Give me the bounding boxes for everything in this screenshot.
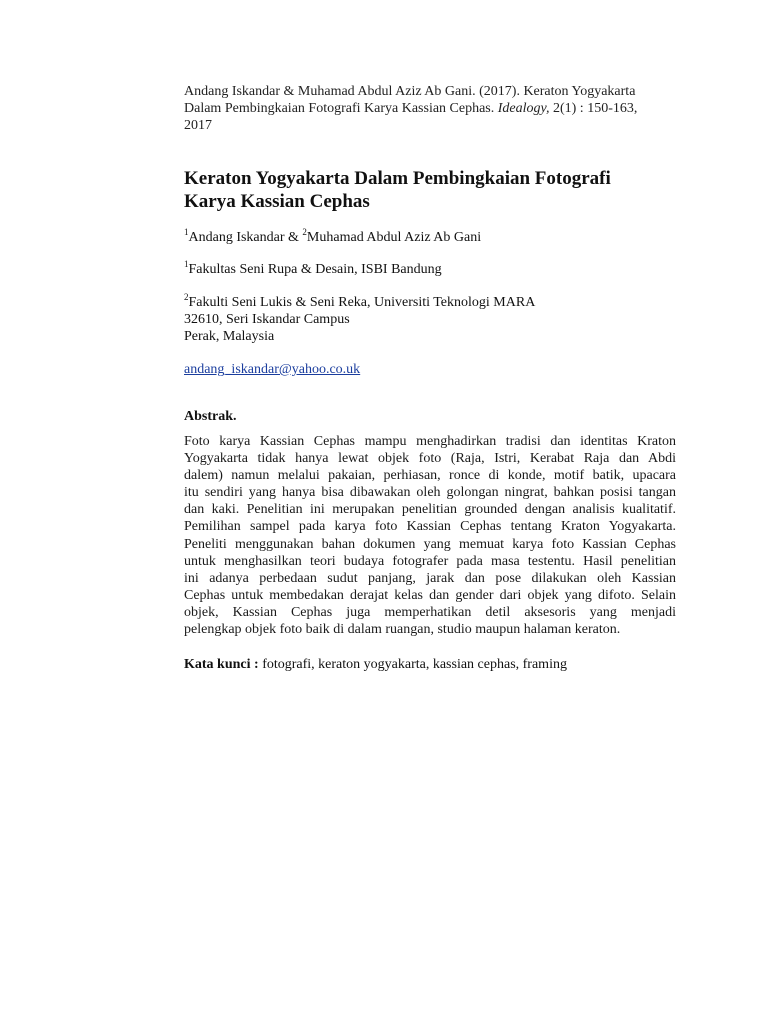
affiliation-superscript: 2	[184, 292, 189, 302]
abstract-line: Foto karya Kassian Cephas mampu menghadirkan tradisi dan identitas Kraton	[184, 434, 676, 449]
affiliation-text: Fakultas Seni Rupa & Desain, ISBI Bandung	[188, 262, 442, 277]
affiliation-superscript: 1	[184, 259, 189, 269]
author-superscript: 2	[302, 227, 307, 237]
affiliation-line: 32610, Seri Iskandar Campus	[184, 312, 350, 327]
abstract-line: ini adanya perbedaan sudut panjang, jarak dan pose dilakukan oleh Kassian	[184, 570, 676, 586]
author-name: Muhamad Abdul Aziz Ab Gani	[306, 230, 482, 245]
email-line	[184, 361, 360, 378]
keywords-label: Kata kunci :	[184, 657, 259, 672]
journal-name: Idealogy,	[497, 101, 550, 116]
citation-text: Dalam Pembingkaian Fotografi Karya Kassian Cephas.	[184, 101, 495, 116]
author-list	[184, 229, 481, 246]
affiliation-text: Fakulti Seni Lukis & Seni Reka, Universiti Teknologi MARA	[188, 295, 536, 310]
abstract-line: pelengkap objek foto baik di dalam ruangan, studio maupun halaman keraton.	[184, 622, 621, 638]
affiliation-line: Perak, Malaysia	[184, 329, 275, 344]
abstract-line: objek, Kassian Cephas juga memperhatikan detil aksesoris yang menjadi	[184, 604, 676, 620]
citation-line	[184, 100, 684, 117]
abstract-line: dan kaki. Penelitian ini merupakan penelitian grounded dengan analisis kualitatif.	[184, 502, 676, 518]
citation-line: 2017	[184, 118, 212, 133]
citation-volume: 2(1) : 150-163,	[552, 101, 638, 116]
affiliation-1	[184, 261, 442, 278]
abstract-line: untuk menghasilkan teori budaya fotografer pada masa testentu. Hasil penelitian	[184, 553, 676, 569]
abstract-line: Pemilihan sampel pada karya foto Kassian Cephas tentang Kraton Yogyakarta.	[184, 519, 676, 535]
affiliation-line	[184, 294, 535, 311]
abstract-body	[184, 433, 676, 638]
abstract-heading: Abstrak.	[184, 409, 237, 424]
citation-line: Andang Iskandar & Muhamad Abdul Aziz Ab Gani. (2017). Keraton Yogyakarta	[184, 84, 636, 99]
abstract-line: Peneliti menggunakan bahan dokumen yang memuat karya foto Kassian Cephas	[184, 536, 676, 552]
paper-title	[184, 167, 704, 213]
abstract-line: itu sendiri yang hanya bisa dibawakan oleh golongan ningrat, bahkan posisi tangan	[184, 485, 676, 501]
author-superscript: 1	[184, 227, 189, 237]
title-line: Keraton Yogyakarta Dalam Pembingkaian Fotografi	[184, 168, 611, 189]
title-line: Karya Kassian Cephas	[184, 191, 370, 212]
author-name: Andang Iskandar &	[188, 230, 303, 245]
keywords-text: fotografi, keraton yogyakarta, kassian cephas, framing	[258, 657, 567, 672]
keywords	[184, 656, 567, 673]
abstract-line: Cephas untuk membedakan derajat kelas dan gender dari objek yang difoto. Selain	[184, 587, 676, 603]
email-link[interactable]: andang_iskandar@yahoo.co.uk	[184, 362, 361, 377]
abstract-line: dalem) namun melalui pakaian, perhiasan, ronce di konde, motif batik, upacara	[184, 468, 676, 484]
abstract-line: Yogyakarta tidak hanya lewat objek foto (Raja, Istri, Kerabat Raja dan Abdi	[184, 451, 676, 467]
affiliation-2	[184, 294, 535, 345]
citation	[184, 83, 684, 134]
